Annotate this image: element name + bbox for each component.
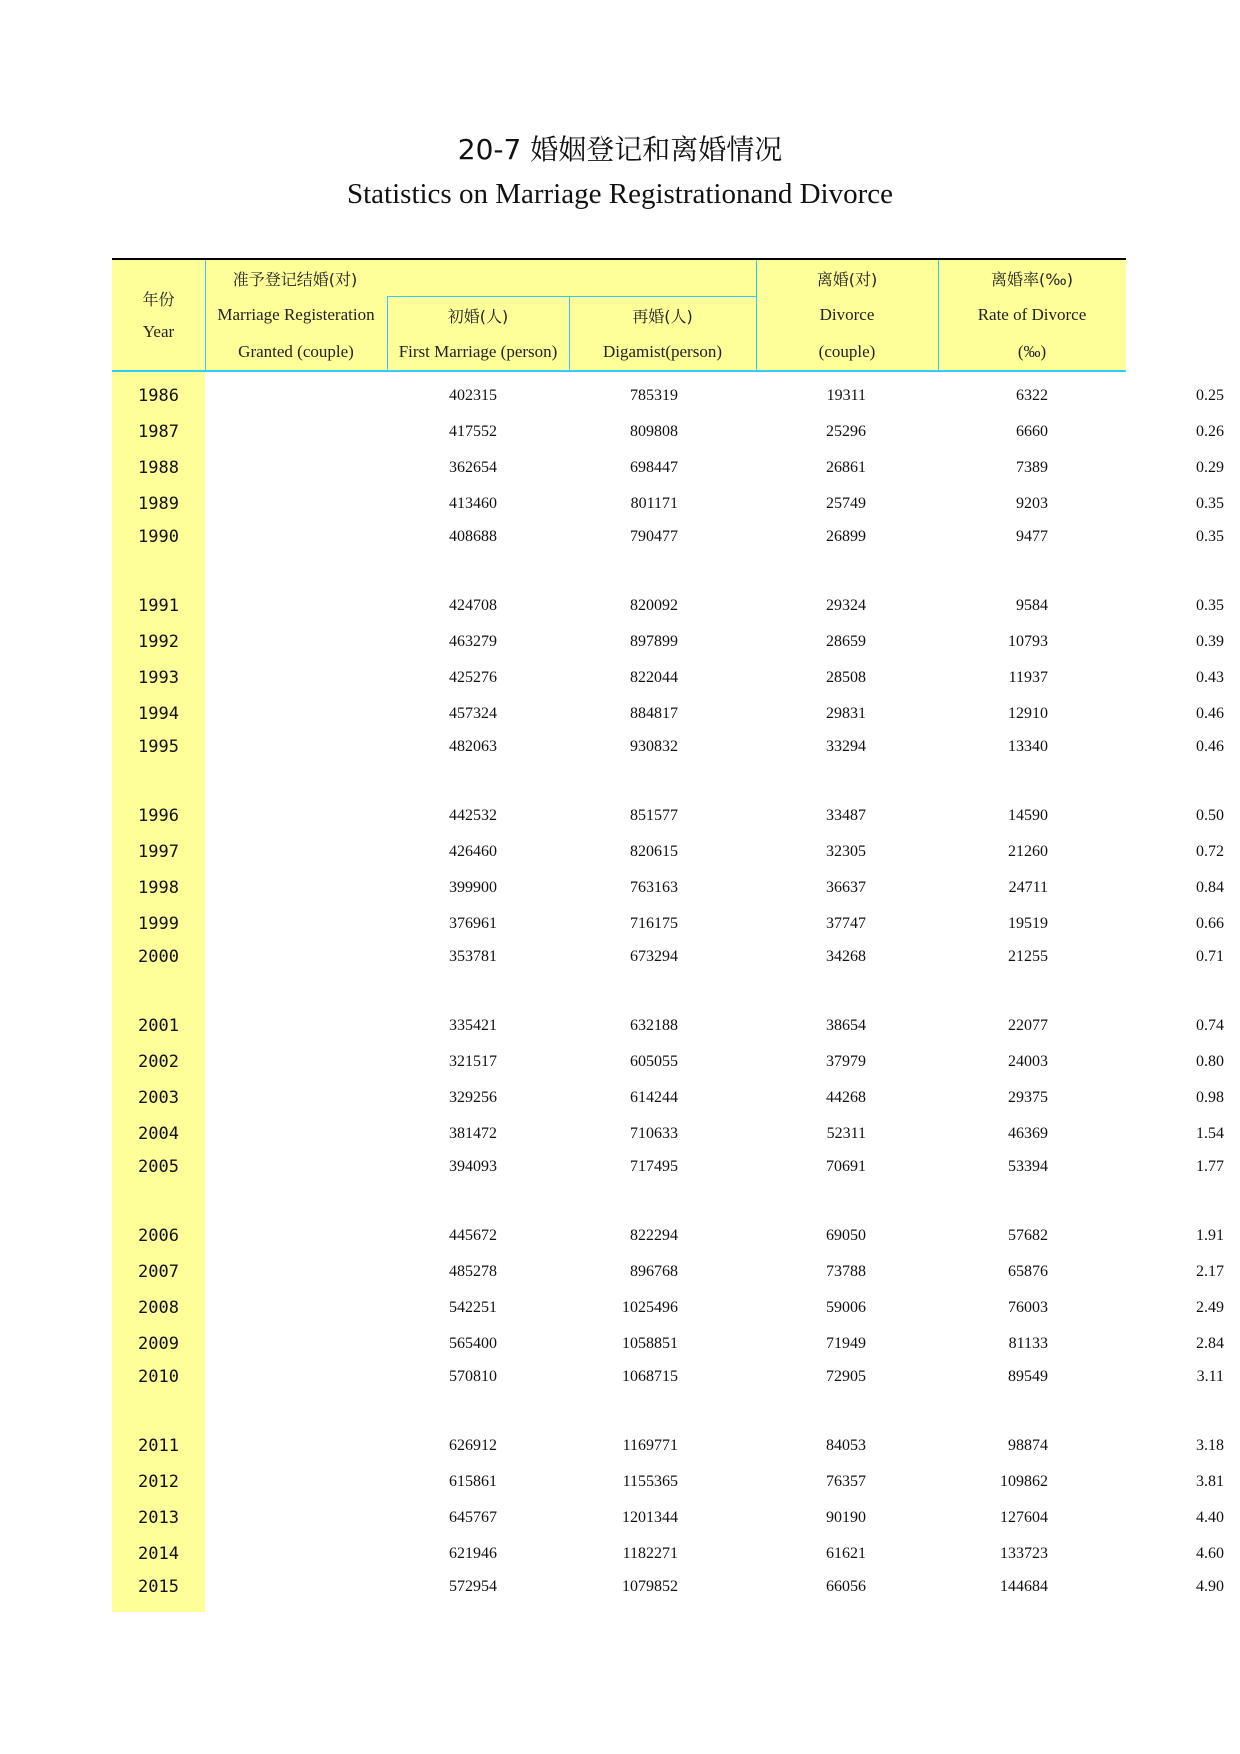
cell-divorce: 9203: [1016, 495, 1048, 512]
cell-first-marriage: 1025496: [622, 1299, 678, 1316]
table-row: [112, 1294, 1224, 1324]
cell-year: 1996: [138, 806, 179, 826]
cell-digamist: 69050: [826, 1227, 866, 1244]
cell-granted: 353781: [449, 948, 497, 965]
cell-divorce: 19519: [1008, 915, 1048, 932]
cell-first-marriage: 820092: [630, 597, 678, 614]
cell-year: 2014: [138, 1544, 179, 1564]
cell-year: 1994: [138, 704, 179, 724]
header-digamist-en: Digamist(person): [603, 342, 722, 361]
cell-granted: 445672: [449, 1227, 497, 1244]
cell-granted: 376961: [449, 915, 497, 932]
cell-year: 2006: [138, 1226, 179, 1246]
cell-digamist: 72905: [826, 1368, 866, 1385]
cell-first-marriage: 710633: [630, 1125, 678, 1142]
cell-year: 2002: [138, 1052, 179, 1072]
cell-divorce-rate: 0.35: [1196, 495, 1224, 512]
table-row: [112, 1258, 1224, 1288]
cell-divorce: 127604: [1000, 1509, 1048, 1526]
header-divorce-cn: 离婚(对): [816, 270, 878, 289]
cell-digamist: 32305: [826, 843, 866, 860]
cell-digamist: 26899: [826, 528, 866, 545]
cell-granted: 565400: [449, 1335, 497, 1352]
table-row: [112, 700, 1224, 730]
table-row: [112, 1153, 1224, 1183]
cell-digamist: 28659: [826, 633, 866, 650]
cell-year: 1999: [138, 914, 179, 934]
cell-digamist: 25296: [826, 423, 866, 440]
cell-granted: 482063: [449, 738, 497, 755]
table-row: [112, 1012, 1224, 1042]
table-row: [112, 1222, 1224, 1252]
cell-divorce-rate: 0.46: [1196, 705, 1224, 722]
table-row: [112, 418, 1224, 448]
cell-first-marriage: 717495: [630, 1158, 678, 1175]
cell-divorce: 13340: [1008, 738, 1048, 755]
table-row: [112, 1540, 1224, 1570]
cell-first-marriage: 790477: [630, 528, 678, 545]
cell-granted: 413460: [449, 495, 497, 512]
cell-granted: 381472: [449, 1125, 497, 1142]
table-row: [112, 1504, 1224, 1534]
cell-divorce-rate: 0.80: [1196, 1053, 1224, 1070]
cell-divorce-rate: 0.50: [1196, 807, 1224, 824]
table-row: [112, 1330, 1224, 1360]
cell-year: 1986: [138, 386, 179, 406]
cell-granted: 424708: [449, 597, 497, 614]
cell-divorce: 53394: [1008, 1158, 1048, 1175]
table-row: [112, 664, 1224, 694]
cell-first-marriage: 1155365: [622, 1473, 678, 1490]
header-divorce-en: Divorce: [819, 305, 875, 324]
cell-year: 2001: [138, 1016, 179, 1036]
cell-divorce-rate: 0.35: [1196, 528, 1224, 545]
cell-first-marriage: 716175: [630, 915, 678, 932]
table-row: [112, 1432, 1224, 1462]
cell-divorce-rate: 2.17: [1196, 1263, 1224, 1280]
cell-year: 2012: [138, 1472, 179, 1492]
table-row: [112, 1468, 1224, 1498]
cell-first-marriage: 763163: [630, 879, 678, 896]
cell-digamist: 29831: [826, 705, 866, 722]
cell-year: 2011: [138, 1436, 179, 1456]
cell-digamist: 29324: [826, 597, 866, 614]
cell-divorce-rate: 1.77: [1196, 1158, 1224, 1175]
cell-year: 1998: [138, 878, 179, 898]
cell-divorce: 14590: [1008, 807, 1048, 824]
table-row: [112, 838, 1224, 868]
cell-first-marriage: 785319: [630, 387, 678, 404]
cell-granted: 335421: [449, 1017, 497, 1034]
cell-divorce-rate: 0.46: [1196, 738, 1224, 755]
cell-divorce: 65876: [1008, 1263, 1048, 1280]
cell-granted: 542251: [449, 1299, 497, 1316]
cell-divorce-rate: 4.40: [1196, 1509, 1224, 1526]
cell-divorce-rate: 2.49: [1196, 1299, 1224, 1316]
cell-divorce-rate: 0.71: [1196, 948, 1224, 965]
cell-year: 1989: [138, 494, 179, 514]
header-year-en: Year: [142, 322, 175, 341]
cell-granted: 626912: [449, 1437, 497, 1454]
cell-divorce-rate: 0.26: [1196, 423, 1224, 440]
table-body: [112, 372, 1224, 1612]
cell-divorce: 12910: [1008, 705, 1048, 722]
cell-digamist: 71949: [826, 1335, 866, 1352]
cell-divorce-rate: 4.90: [1196, 1578, 1224, 1595]
cell-first-marriage: 897899: [630, 633, 678, 650]
header-rate-en: Rate of Divorce: [977, 305, 1087, 324]
cell-divorce: 21260: [1008, 843, 1048, 860]
cell-divorce: 21255: [1008, 948, 1048, 965]
table-row: [112, 628, 1224, 658]
cell-granted: 457324: [449, 705, 497, 722]
cell-digamist: 26861: [826, 459, 866, 476]
cell-year: 2013: [138, 1508, 179, 1528]
cell-granted: 329256: [449, 1089, 497, 1106]
statistics-table: [112, 258, 1224, 1612]
table-row: [112, 1120, 1224, 1150]
cell-digamist: 59006: [826, 1299, 866, 1316]
table-row: [112, 454, 1224, 484]
cell-granted: 463279: [449, 633, 497, 650]
cell-granted: 402315: [449, 387, 497, 404]
cell-divorce-rate: 0.39: [1196, 633, 1224, 650]
cell-divorce: 133723: [1000, 1545, 1048, 1562]
cell-first-marriage: 851577: [630, 807, 678, 824]
cell-digamist: 52311: [826, 1125, 866, 1142]
cell-digamist: 44268: [826, 1089, 866, 1106]
cell-granted: 321517: [449, 1053, 497, 1070]
cell-divorce-rate: 0.29: [1196, 459, 1224, 476]
table-row: [112, 382, 1224, 412]
cell-granted: 645767: [449, 1509, 497, 1526]
header-year-cn: 年份: [142, 290, 175, 309]
cell-year: 1992: [138, 632, 179, 652]
cell-divorce-rate: 0.72: [1196, 843, 1224, 860]
page-title-chinese: 20-7 婚姻登记和离婚情况: [457, 133, 783, 166]
cell-divorce: 9584: [1016, 597, 1048, 614]
page-title-english: Statistics on Marriage Registrationand Divorce: [346, 178, 894, 210]
cell-digamist: 19311: [826, 387, 866, 404]
cell-granted: 362654: [449, 459, 497, 476]
cell-year: 1988: [138, 458, 179, 478]
cell-divorce: 11937: [1008, 669, 1048, 686]
header-divorce-en-2: (couple): [818, 342, 876, 361]
cell-divorce-rate: 0.74: [1196, 1017, 1224, 1034]
cell-digamist: 61621: [826, 1545, 866, 1562]
cell-granted: 425276: [449, 669, 497, 686]
cell-divorce-rate: 0.66: [1196, 915, 1224, 932]
table-row: [112, 943, 1224, 973]
cell-divorce: 57682: [1008, 1227, 1048, 1244]
cell-granted: 570810: [449, 1368, 497, 1385]
cell-digamist: 25749: [826, 495, 866, 512]
cell-divorce: 24003: [1008, 1053, 1048, 1070]
cell-first-marriage: 822294: [630, 1227, 678, 1244]
cell-divorce-rate: 3.11: [1196, 1368, 1224, 1385]
cell-divorce: 10793: [1008, 633, 1048, 650]
table-row: [112, 1363, 1224, 1393]
cell-divorce: 6322: [1016, 387, 1048, 404]
cell-divorce: 9477: [1016, 528, 1048, 545]
cell-divorce-rate: 0.84: [1196, 879, 1224, 896]
cell-digamist: 34268: [826, 948, 866, 965]
cell-divorce: 109862: [1000, 1473, 1048, 1490]
header-first-marriage-cn: 初婚(人): [447, 307, 509, 326]
cell-year: 2000: [138, 947, 179, 967]
cell-digamist: 76357: [826, 1473, 866, 1490]
cell-divorce: 89549: [1008, 1368, 1048, 1385]
cell-first-marriage: 1079852: [622, 1578, 678, 1595]
cell-year: 1991: [138, 596, 179, 616]
cell-year: 1997: [138, 842, 179, 862]
cell-year: 1993: [138, 668, 179, 688]
cell-year: 2007: [138, 1262, 179, 1282]
header-first-marriage-en: First Marriage (person): [398, 342, 558, 361]
cell-first-marriage: 614244: [630, 1089, 678, 1106]
cell-digamist: 36637: [826, 879, 866, 896]
cell-year: 1990: [138, 527, 179, 547]
cell-divorce-rate: 3.18: [1196, 1437, 1224, 1454]
cell-year: 1995: [138, 737, 179, 757]
cell-first-marriage: 1182271: [622, 1545, 678, 1562]
cell-year: 2009: [138, 1334, 179, 1354]
cell-granted: 442532: [449, 807, 497, 824]
cell-year: 2008: [138, 1298, 179, 1318]
cell-divorce: 98874: [1008, 1437, 1048, 1454]
cell-year: 2015: [138, 1577, 179, 1597]
cell-first-marriage: 1169771: [622, 1437, 678, 1454]
cell-divorce: 7389: [1016, 459, 1048, 476]
cell-year: 2004: [138, 1124, 179, 1144]
table-row: [112, 1084, 1224, 1114]
cell-digamist: 84053: [826, 1437, 866, 1454]
cell-year: 2010: [138, 1367, 179, 1387]
cell-divorce: 22077: [1008, 1017, 1048, 1034]
cell-year: 1987: [138, 422, 179, 442]
cell-granted: 399900: [449, 879, 497, 896]
header-rate-cn: 离婚率(‰): [991, 270, 1073, 289]
cell-divorce-rate: 3.81: [1196, 1473, 1224, 1490]
table-row: [112, 592, 1224, 622]
cell-digamist: 28508: [826, 669, 866, 686]
cell-divorce-rate: 1.91: [1196, 1227, 1224, 1244]
cell-digamist: 73788: [826, 1263, 866, 1280]
cell-digamist: 33487: [826, 807, 866, 824]
cell-granted: 426460: [449, 843, 497, 860]
cell-granted: 394093: [449, 1158, 497, 1175]
header-rate-en-2: (‰): [1017, 342, 1047, 361]
table-row: [112, 874, 1224, 904]
cell-divorce: 81133: [1008, 1335, 1048, 1352]
cell-digamist: 70691: [826, 1158, 866, 1175]
cell-first-marriage: 632188: [630, 1017, 678, 1034]
table-row: [112, 1048, 1224, 1078]
cell-digamist: 66056: [826, 1578, 866, 1595]
year-column-band: [112, 372, 205, 1612]
cell-divorce: 144684: [1000, 1578, 1048, 1595]
cell-first-marriage: 822044: [630, 669, 678, 686]
cell-divorce: 6660: [1016, 423, 1048, 440]
table-row: [112, 1573, 1224, 1603]
cell-digamist: 90190: [826, 1509, 866, 1526]
cell-digamist: 38654: [826, 1017, 866, 1034]
cell-first-marriage: 698447: [630, 459, 678, 476]
cell-divorce-rate: 4.60: [1196, 1545, 1224, 1562]
cell-divorce: 76003: [1008, 1299, 1048, 1316]
cell-first-marriage: 930832: [630, 738, 678, 755]
header-marriage-cn: 准予登记结婚(对): [232, 270, 358, 289]
cell-first-marriage: 801171: [630, 495, 678, 512]
cell-granted: 408688: [449, 528, 497, 545]
cell-first-marriage: 896768: [630, 1263, 678, 1280]
cell-divorce-rate: 1.54: [1196, 1125, 1224, 1142]
cell-granted: 572954: [449, 1578, 497, 1595]
cell-divorce-rate: 0.98: [1196, 1089, 1224, 1106]
cell-first-marriage: 1058851: [622, 1335, 678, 1352]
cell-granted: 615861: [449, 1473, 497, 1490]
table-row: [112, 733, 1224, 763]
cell-first-marriage: 884817: [630, 705, 678, 722]
table-row: [112, 802, 1224, 832]
cell-divorce: 24711: [1008, 879, 1048, 896]
cell-divorce-rate: 0.25: [1196, 387, 1224, 404]
cell-first-marriage: 1068715: [622, 1368, 678, 1385]
cell-year: 2003: [138, 1088, 179, 1108]
header-marriage-en-2: Granted (couple): [238, 342, 354, 361]
header-digamist-cn: 再婚(人): [632, 307, 693, 326]
table-row: [112, 490, 1224, 520]
header-subdivider: [387, 296, 756, 297]
cell-first-marriage: 809808: [630, 423, 678, 440]
cell-granted: 485278: [449, 1263, 497, 1280]
cell-digamist: 37747: [826, 915, 866, 932]
table-header: [112, 258, 1126, 372]
cell-first-marriage: 673294: [630, 948, 678, 965]
cell-divorce: 46369: [1008, 1125, 1048, 1142]
cell-digamist: 33294: [826, 738, 866, 755]
cell-divorce-rate: 0.43: [1196, 669, 1224, 686]
table-row: [112, 523, 1224, 553]
cell-divorce-rate: 0.35: [1196, 597, 1224, 614]
cell-granted: 621946: [449, 1545, 497, 1562]
header-marriage-en: Marriage Registeration: [217, 305, 375, 324]
cell-first-marriage: 1201344: [622, 1509, 678, 1526]
cell-divorce: 29375: [1008, 1089, 1048, 1106]
cell-first-marriage: 605055: [630, 1053, 678, 1070]
cell-first-marriage: 820615: [630, 843, 678, 860]
cell-digamist: 37979: [826, 1053, 866, 1070]
cell-divorce-rate: 2.84: [1196, 1335, 1224, 1352]
cell-year: 2005: [138, 1157, 179, 1177]
cell-granted: 417552: [449, 423, 497, 440]
table-row: [112, 910, 1224, 940]
